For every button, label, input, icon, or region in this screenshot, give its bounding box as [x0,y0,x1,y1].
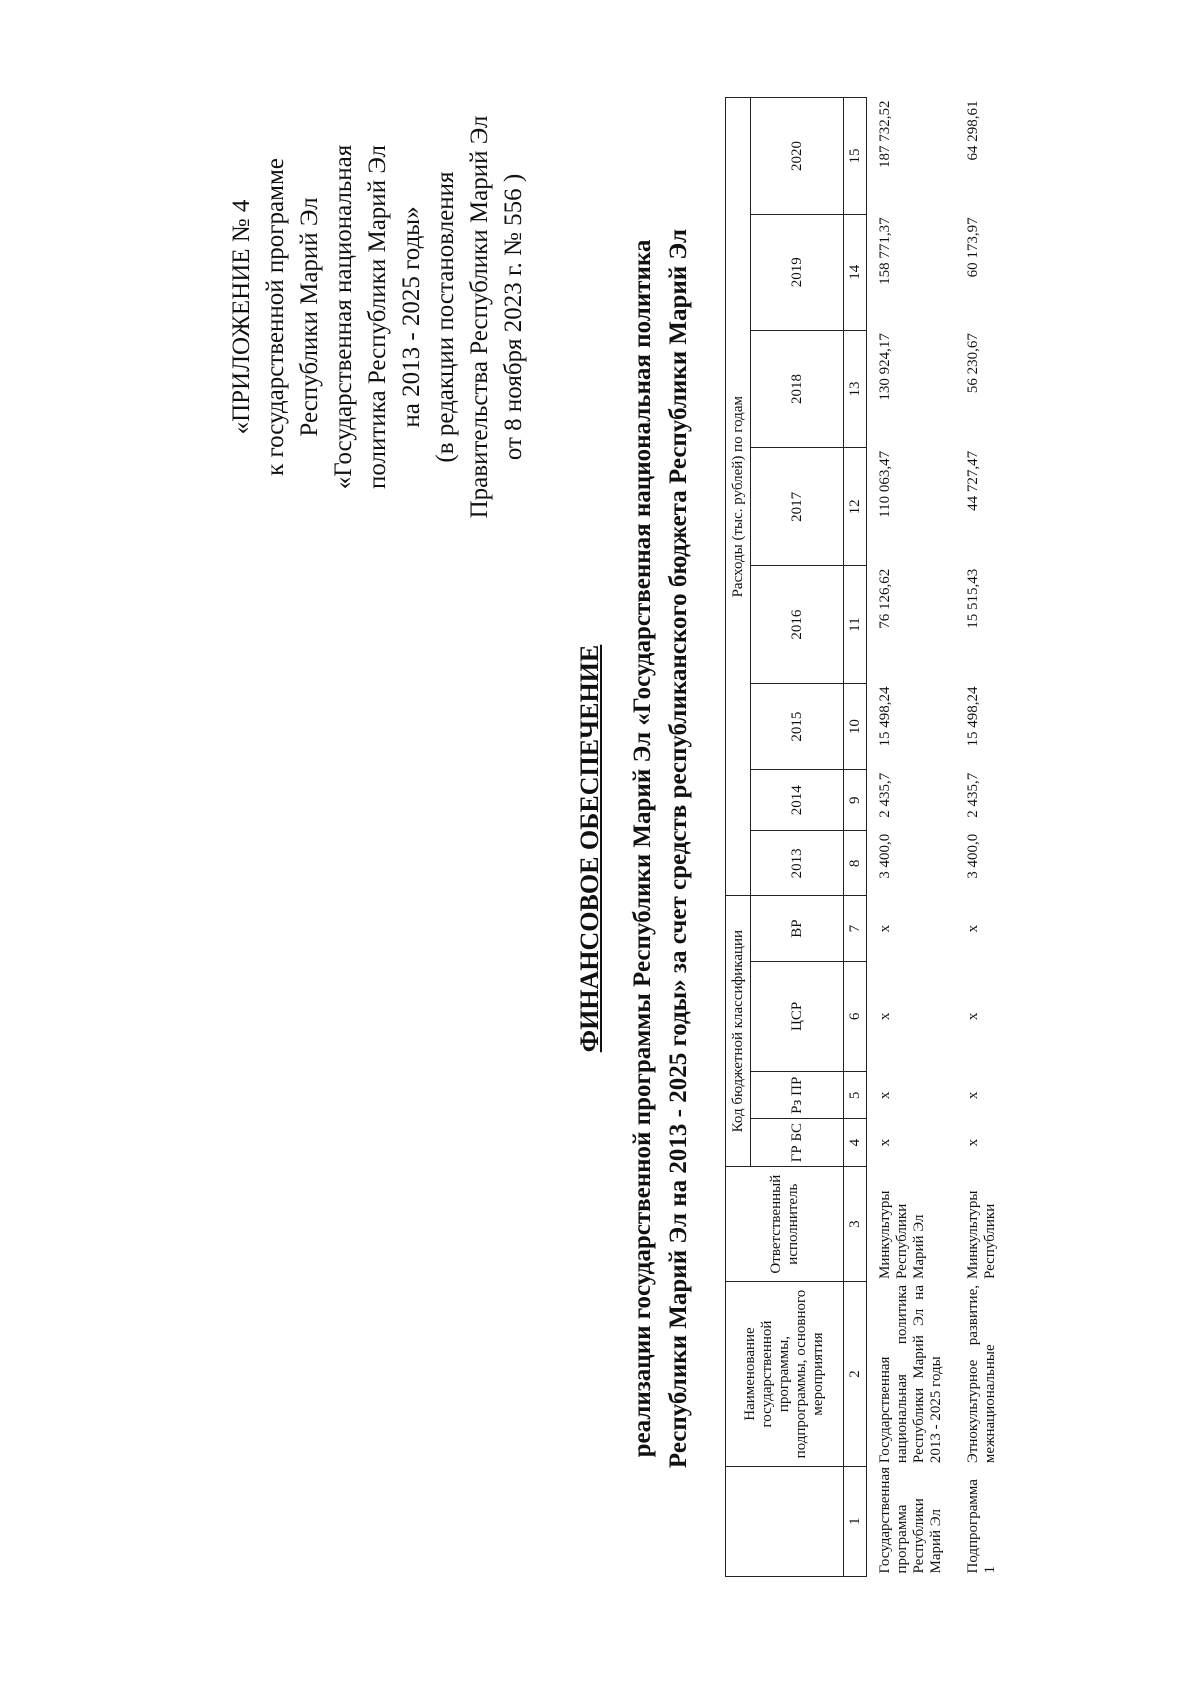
appendix-line: политика Республики Марий Эл [364,145,391,489]
row-status: Подпрограмма 1 [965,1479,998,1574]
row-status: Государственная программа Республики Марий Эл [877,1466,944,1574]
header-year-2017: 2017 [751,448,844,566]
header-year-2014: 2014 [751,770,844,831]
table-row [955,98,1009,1577]
column-number: 12 [844,448,867,566]
appendix-line: Правительства Республики Марий Эл [466,115,493,519]
header-year-2016: 2016 [751,566,844,684]
row-value-2013: 3 400,0 [965,833,981,879]
document-title: ФИНАНСОВОЕ ОБЕСПЕЧЕНИЕ [575,644,604,1053]
row-value-2019: 60 173,97 [965,217,981,278]
row-value-2013: 3 400,0 [877,833,893,879]
row-csr: х [965,1012,981,1021]
row-executor: Минкультуры Республики [965,1190,998,1279]
row-grbs: х [965,1138,981,1147]
column-number: 14 [844,214,867,330]
column-number: 10 [844,684,867,770]
header-csr: ЦСР [751,961,844,1071]
row-rzpr: х [877,1091,893,1100]
row-vr: х [965,924,981,933]
header-rzpr: Рз ПР [751,1072,844,1119]
row-value-2020: 64 298,61 [965,100,981,161]
row-value-2020: 187 732,52 [877,100,893,168]
header-year-2015: 2015 [751,684,844,770]
column-number: 5 [844,1072,867,1119]
row-value-2016: 76 126,62 [877,568,893,629]
header-year-2019: 2019 [751,214,844,330]
column-number: 8 [844,831,867,896]
financing-table [725,97,1009,1577]
row-value-2017: 110 063,47 [877,450,893,518]
header-executor: Ответственный исполнитель [726,1166,844,1282]
column-number: 6 [844,961,867,1071]
column-number: 7 [844,896,867,961]
column-number: 3 [844,1166,867,1282]
header-budget-code: Код бюджетной классификации [726,896,751,1166]
appendix-line: «Государственная национальная [330,144,357,490]
column-number: 11 [844,566,867,684]
row-value-2014: 2 435,7 [877,772,893,818]
row-csr: х [877,1012,893,1021]
row-value-2016: 15 515,43 [965,568,981,629]
header-year-2013: 2013 [751,831,844,896]
column-number: 15 [844,98,867,215]
row-value-2015: 15 498,24 [965,686,981,747]
column-number: 2 [844,1282,867,1466]
row-value-2015: 15 498,24 [877,686,893,747]
header-grbs: ГР БС [751,1119,844,1166]
row-vr: х [877,924,893,933]
row-executor: Минкультуры Республики Марий Эл [877,1190,927,1279]
header-status [726,1466,844,1576]
column-number: 4 [844,1119,867,1166]
row-name: Этнокультурное развитие, межнациональные [965,1285,998,1464]
header-year-2018: 2018 [751,330,844,448]
row-rzpr: х [965,1091,981,1100]
row-value-2018: 56 230,67 [965,333,981,394]
header-expenses: Расходы (тыс. рублей) по годам [726,98,751,896]
table-row [867,98,956,1577]
appendix-line: Республики Марий Эл [296,197,323,437]
row-value-2019: 158 771,37 [877,217,893,285]
appendix-line: от 8 ноября 2023 г. № 556 ) [500,173,527,461]
row-grbs: х [877,1138,893,1147]
appendix-line: (в редакции постановления [432,171,459,463]
header-vr: ВР [751,896,844,961]
header-name: Наименование государственной программы, подпрограммы, основного мероприятия [726,1282,844,1466]
appendix-line: «ПРИЛОЖЕНИЕ № 4 [228,199,255,435]
appendix-block [225,97,531,537]
row-value-2014: 2 435,7 [965,772,981,818]
column-number: 1 [844,1466,867,1576]
header-year-2020: 2020 [751,98,844,215]
subtitle-line-1: реализации государственной программы Республики Марий Эл «Государственная национальная политика [629,239,656,1458]
row-value-2018: 130 924,17 [877,333,893,401]
column-number: 9 [844,770,867,831]
column-number: 13 [844,330,867,448]
appendix-line: к государственной программе [262,158,289,476]
subtitle-line-2: Республики Марий Эл на 2013 - 2025 годы» за счет средств республиканского бюджета Республики Марий Эл [665,228,692,1469]
column-numbers-row [844,98,867,1577]
row-name: Государственная национальная политика Республики Марий Эл на 2013 - 2025 годы [877,1285,944,1464]
header-row-1 [726,98,751,1577]
row-value-2017: 44 727,47 [965,450,981,511]
document-subtitle [625,0,697,1697]
appendix-line: на 2013 - 2025 годы» [398,206,425,428]
